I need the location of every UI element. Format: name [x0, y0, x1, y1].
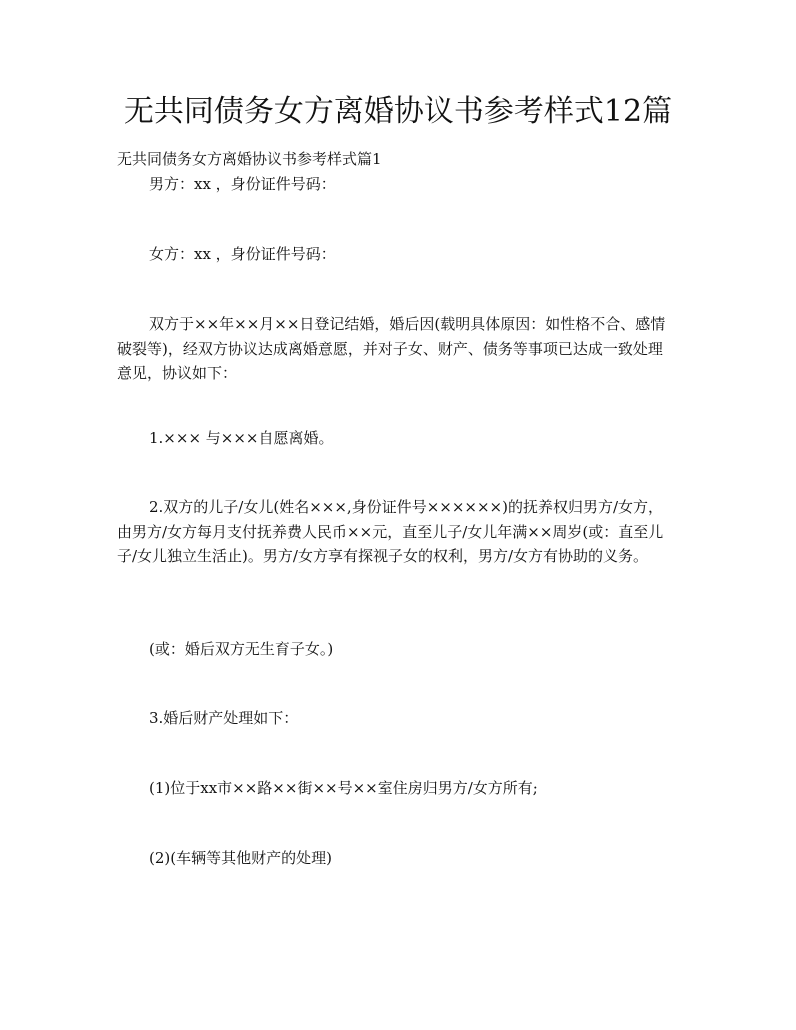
paragraph-clause-3-2: (2)(车辆等其他财产的处理)	[149, 849, 332, 867]
document-title: 无共同债务女方离婚协议书参考样式12篇	[123, 94, 673, 129]
paragraph-clause-1: 1.××× 与×××自愿离婚。	[149, 429, 334, 447]
paragraph-preamble: 双方于××年××月××日登记结婚，婚后因(载明具体原因：如性格不合、感情破裂等)，经双方协议达成离婚意愿，并对子女、财产、债务等事项已达成一致处理意见，协议如下：	[117, 315, 666, 382]
paragraph-clause-2-alt: (或：婚后双方无生育子女。)	[149, 640, 334, 658]
paragraph-clause-3: 3.婚后财产处理如下：	[149, 709, 299, 727]
paragraph-clause-3-1: (1)位于xx市××路××街××号××室住房归男方/女方所有;	[149, 779, 538, 797]
paragraph-male-party: 男方：xx ，身份证件号码：	[149, 175, 336, 193]
paragraph-female-party: 女方：xx ，身份证件号码：	[149, 245, 336, 263]
section-heading: 无共同债务女方离婚协议书参考样式篇1	[117, 150, 382, 168]
paragraph-clause-2: 2.双方的儿子/女儿(姓名×××,身份证件号××××××)的抚养权归男方/女方，由男方/女方每月支付抚养费人民币××元，直至儿子/女儿年满××周岁(或：直至儿子/女儿独立生活止)。男方/女方享有探视子女的权利，男方/女方有协助的义务。	[117, 498, 664, 565]
